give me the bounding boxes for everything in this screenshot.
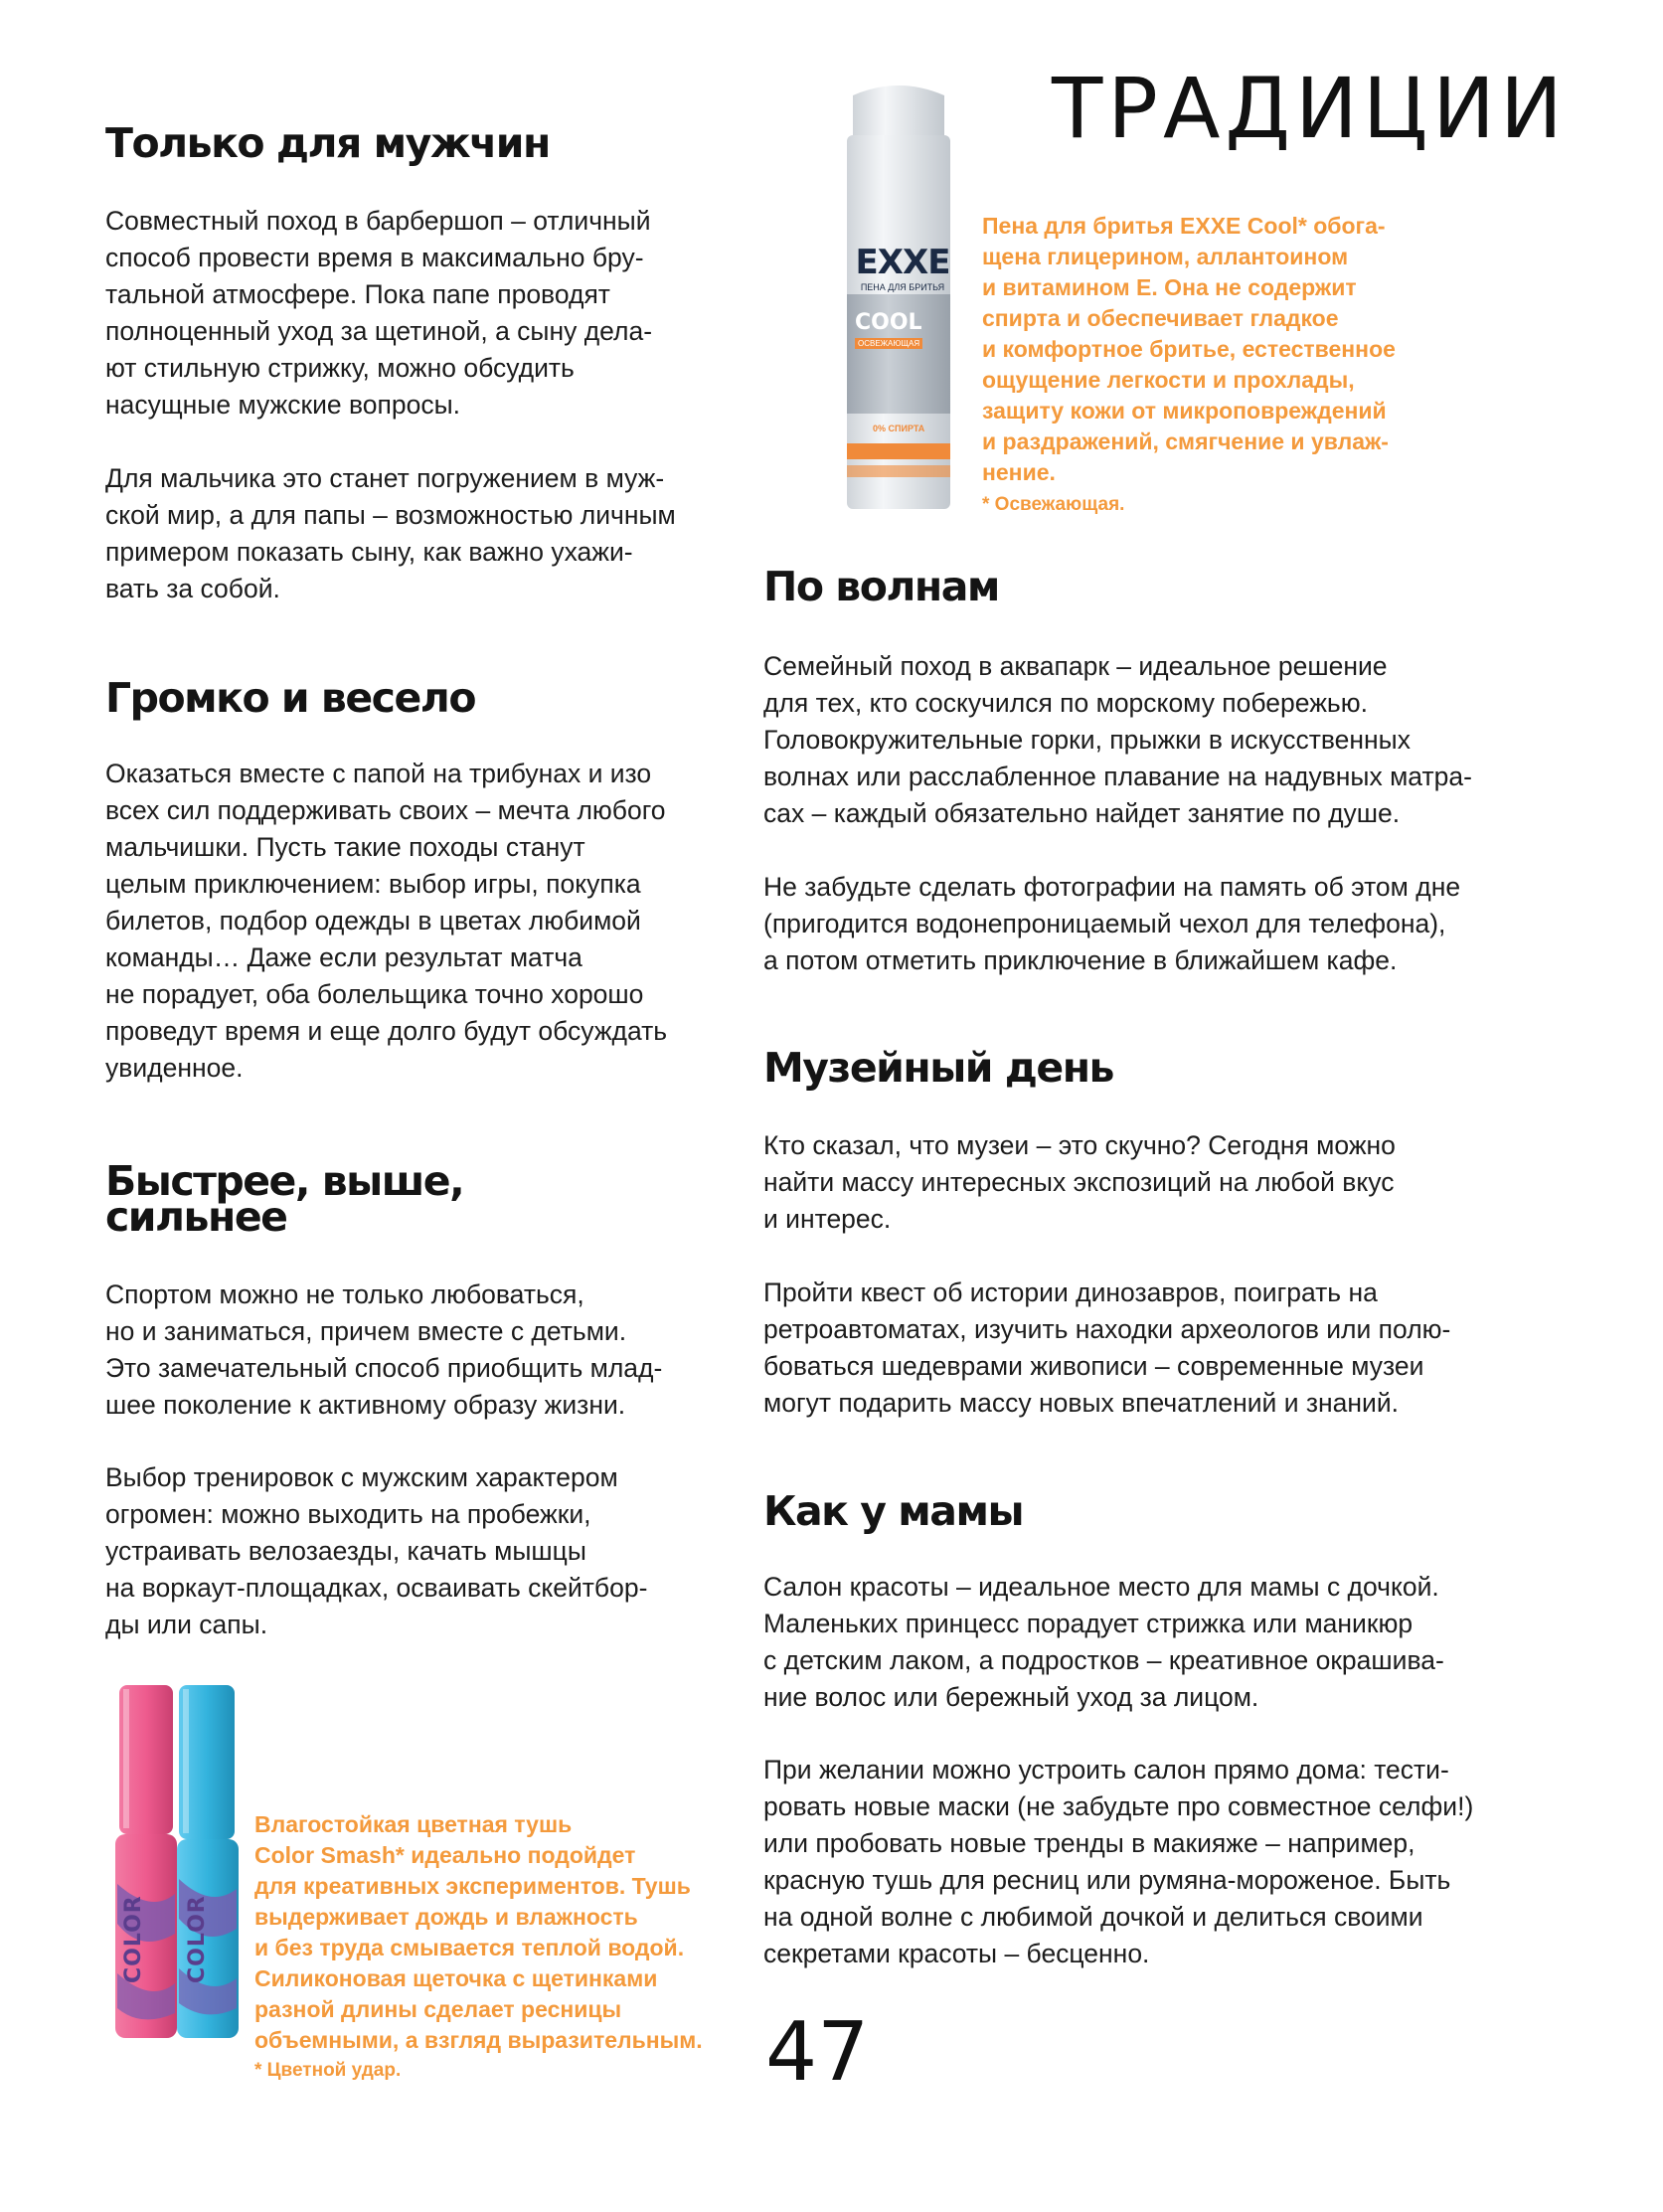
paragraph-stadium: Оказаться вместе с папой на трибунах и изо всех сил поддерживать своих – мечта любого мальчишки. Пусть такие походы станут целым приключением: выбор игры, покупка билетов, подбор одежды в цветах любимой команды… Даже если результат матча не порадует, оба болельщика точно хорошо проведут время и еще долго будут обсуждать увиденное. [105, 759, 668, 1083]
paragraph-museums: Кто сказал, что музеи – это скучно? Сегодня можно найти массу интересных экспозиций на любой вкус и интерес. [763, 1130, 1396, 1234]
heading-only-for-men: Только для мужчин [105, 119, 550, 167]
paragraph-boys-world: Для мальчика это станет погружением в муж- ской мир, а для папы – возможностью личным примером показать сыну, как важно ухажи- вать за собой. [105, 463, 676, 603]
foam-badge: 0% СПИРТА [873, 424, 925, 433]
foam-variant-sub: ОСВЕЖАЮЩАЯ [855, 338, 922, 349]
paragraph-aquapark: Семейный поход в аквапарк – идеальное решение для тех, кто соскучился по морскому побережью. Головокружительные горки, прыжки в искусственных волнах или расслабленное плавание на надувных матра- сах – каждый обязательно найдет занятие по душе. [763, 651, 1472, 828]
shaving-foam-product-image [843, 76, 954, 513]
heading-museum-day: Музейный день [763, 1044, 1113, 1092]
foam-variant: COOL [855, 310, 922, 335]
page-number: 47 [765, 2005, 870, 2100]
heading-on-the-waves: По волнам [763, 563, 999, 610]
shaving-foam-description: Пена для бритья EXXE Cool* обога- щена глицерином, аллантоином и витамином Е. Она не содержит спирта и обеспечивает гладкое и комфортное бритье, естественное ощущение легкости и прохлады, защиту кожи от микроповреждений и раздражений, смягчение и увлаж- нение. [982, 213, 1396, 485]
paragraph-beauty-salon: Салон красоты – идеальное место для мамы с дочкой. Маленьких принцесс порадует стрижка или маникюр с детским лаком, а подростков – креативное окрашива- ние волос или бережный уход за лицом. [763, 1572, 1444, 1712]
heading-faster-higher-line2: сильнее [105, 1193, 287, 1241]
paragraph-training-choice: Выбор тренировок с мужским характером огромен: можно выходить на пробежки, устраивать велозаезды, качать мышцы на воркаут-площадках, осваивать скейтбор- ды или сапы. [105, 1462, 648, 1639]
paragraph-barbershop: Совместный поход в барбершоп – отличный способ провести время в максимально бру- тальной атмосфере. Пока папе проводят полноценный уход за щетиной, а сыну дела- ют стильную стрижку, можно обсудить насущные мужские вопросы. [105, 206, 653, 420]
mascara-label-blue: COLOR [185, 1895, 210, 1983]
heading-faster-higher-line1: Быстрее, выше, [105, 1157, 464, 1205]
paragraph-quest: Пройти квест об истории динозавров, поиграть на ретроавтоматах, изучить находки археологов или полю- боваться шедеврами живописи – современные музеи могут подарить массу новых впечатлений и знаний. [763, 1277, 1451, 1418]
foam-subtitle: ПЕНА ДЛЯ БРИТЬЯ [860, 282, 945, 292]
mascara-product-image [111, 1685, 246, 2043]
paragraph-home-salon: При желании можно устроить салон прямо дома: тести- ровать новые маски (не забудьте про совместное селфи!) или пробовать новые тренды в макияже – например, красную тушь для ресниц или румяна-мороженое. Быть на одной волне с любимой дочкой и делиться своими секретами красоты – бесценно. [763, 1755, 1474, 1968]
shaving-foam-footnote: * Освежающая. [982, 494, 1125, 515]
mascara-label-pink: COLOR [121, 1895, 146, 1983]
mascara-footnote: * Цветной удар. [254, 2060, 402, 2081]
section-title: ТРАДИЦИИ [1052, 60, 1568, 157]
paragraph-sport-together: Спортом можно не только любоваться, но и заниматься, причем вместе с детьми. Это замечательный способ приобщить млад- шее поколение к активному образу жизни. [105, 1279, 663, 1420]
heading-loud-and-fun: Громко и весело [105, 674, 475, 722]
mascara-description: Влагостойкая цветная тушь Color Smash* идеально подойдет для креативных экспериментов. Тушь выдерживает дождь и влажность и без труда смывается теплой водой. Силиконовая щеточка с щетинками разной длины сделает ресницы объемными, а взгляд выразительным. [254, 1811, 703, 2053]
paragraph-photos: Не забудьте сделать фотографии на память об этом дне (пригодится водонепроницаемый чехол для телефона), а потом отметить приключение в ближайшем кафе. [763, 872, 1461, 975]
shaving-foam-can-icon [843, 76, 954, 513]
heading-like-mom: Как у мамы [763, 1487, 1024, 1535]
mascara-tubes-icon [111, 1685, 246, 2043]
foam-brand: EXXE [855, 243, 950, 282]
